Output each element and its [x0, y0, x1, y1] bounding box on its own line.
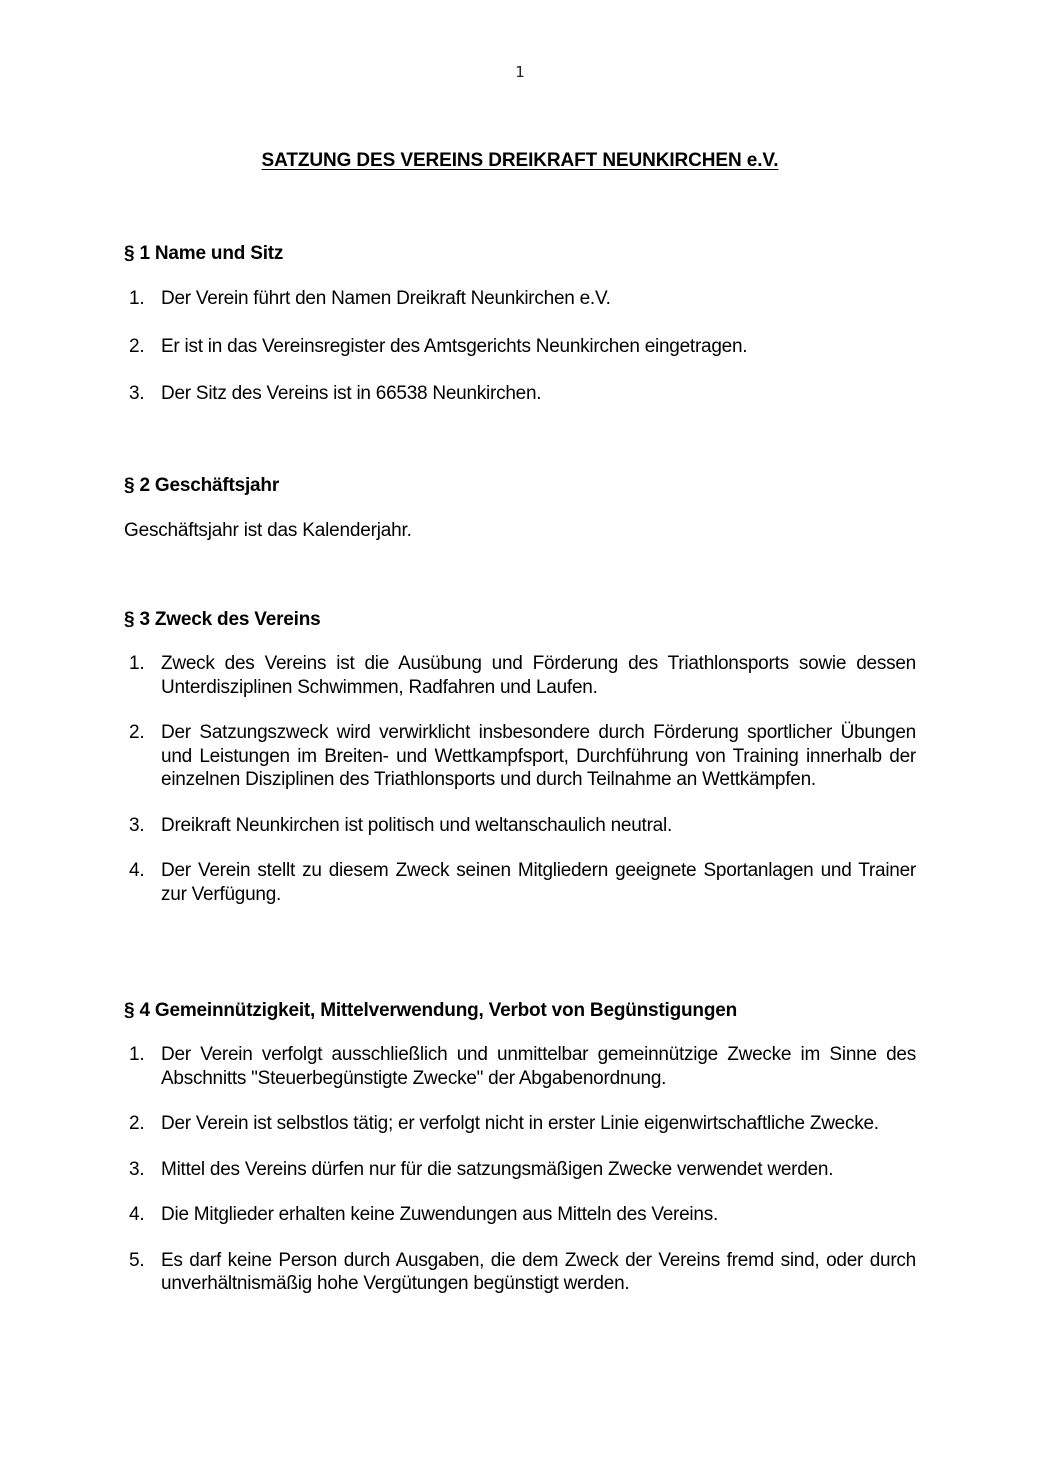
list-text: Mittel des Vereins dürfen nur für die satzungsmäßigen Zwecke verwendet werden.	[161, 1158, 834, 1180]
list-number: 2.	[129, 722, 145, 743]
list-number: 3.	[129, 383, 145, 404]
section-text: Geschäftsjahr ist das Kalenderjahr.	[124, 520, 412, 541]
list-number: 4.	[129, 1204, 145, 1225]
list-item	[124, 1043, 916, 1090]
section-heading: § 2 Geschäftsjahr	[124, 475, 280, 496]
section-3-list	[124, 652, 916, 906]
section-heading: § 4 Gemeinnützigkeit, Mittelverwendung, Verbot von Begünstigungen	[124, 1000, 738, 1021]
list-text: Der Verein stellt zu diesem Zweck seinen Mitgliedern geeignete Sportanlagen und Trainer zur Verfügung.	[161, 860, 916, 905]
list-number: 3.	[129, 814, 145, 836]
list-item	[124, 859, 916, 906]
list-item	[124, 721, 916, 792]
section-4-list	[124, 1043, 916, 1296]
list-text: Der Satzungszweck wird verwirklicht insbesondere durch Förderung sportlicher Übungen und Leistungen im Breiten- und Wettkampfsport, Durchführung von Training innerhalb der einzelnen Disziplinen des Triathlonsports und durch Teilnahme an Wettkämpfen.	[161, 722, 916, 790]
section-4-gemeinnuetzigkeit	[124, 999, 916, 1296]
list-text: Es darf keine Person durch Ausgaben, die dem Zweck der Vereins fremd sind, oder durch unverhältnismäßig hohe Vergütungen begünstigt werden.	[161, 1249, 916, 1294]
section-3-zweck-des-vereins	[124, 608, 916, 906]
list-item	[124, 1158, 916, 1182]
list-item	[124, 1203, 916, 1227]
document-title: SATZUNG DES VEREINS DREIKRAFT NEUNKIRCHEN e.V.	[261, 150, 779, 171]
list-text: Er ist in das Vereinsregister des Amtsgerichts Neunkirchen eingetragen.	[161, 335, 748, 357]
list-number: 3.	[129, 1158, 145, 1180]
page-number: 1	[515, 63, 525, 81]
list-text: Zweck des Vereins ist die Ausübung und Förderung des Triathlonsports sowie dessen Unterdisziplinen Schwimmen, Radfahren und Laufen.	[161, 653, 916, 698]
list-number: 1.	[129, 288, 145, 309]
list-item	[124, 1249, 916, 1296]
section-heading: § 1 Name und Sitz	[124, 243, 284, 264]
list-text: Der Sitz des Vereins ist in 66538 Neunkirchen.	[161, 383, 542, 404]
list-text: Der Verein führt den Namen Dreikraft Neunkirchen e.V.	[161, 288, 611, 309]
section-2-geschaeftsjahr	[124, 474, 916, 542]
list-item	[124, 652, 916, 699]
list-item	[124, 382, 916, 406]
list-text: Der Verein verfolgt ausschließlich und unmittelbar gemeinnützige Zwecke im Sinne des Abschnitts "Steuerbegünstigte Zwecke" der Abgabenordnung.	[161, 1044, 916, 1089]
list-text: Dreikraft Neunkirchen ist politisch und weltanschaulich neutral.	[161, 814, 672, 836]
list-number: 4.	[129, 860, 145, 881]
list-text: Die Mitglieder erhalten keine Zuwendungen aus Mitteln des Vereins.	[161, 1204, 718, 1225]
list-number: 2.	[129, 1113, 145, 1134]
list-item	[124, 814, 916, 838]
list-item	[124, 335, 916, 359]
list-number: 1.	[129, 1044, 145, 1065]
list-number: 5.	[129, 1249, 145, 1271]
list-item	[124, 1112, 916, 1136]
list-item	[124, 287, 916, 311]
section-1-list	[124, 287, 916, 406]
list-text: Der Verein ist selbstlos tätig; er verfolgt nicht in erster Linie eigenwirtschaftliche Zwecke.	[161, 1113, 879, 1134]
section-heading: § 3 Zweck des Vereins	[124, 609, 321, 630]
section-1-name-und-sitz	[124, 242, 916, 406]
list-number: 1.	[129, 653, 145, 674]
list-number: 2.	[129, 335, 145, 357]
